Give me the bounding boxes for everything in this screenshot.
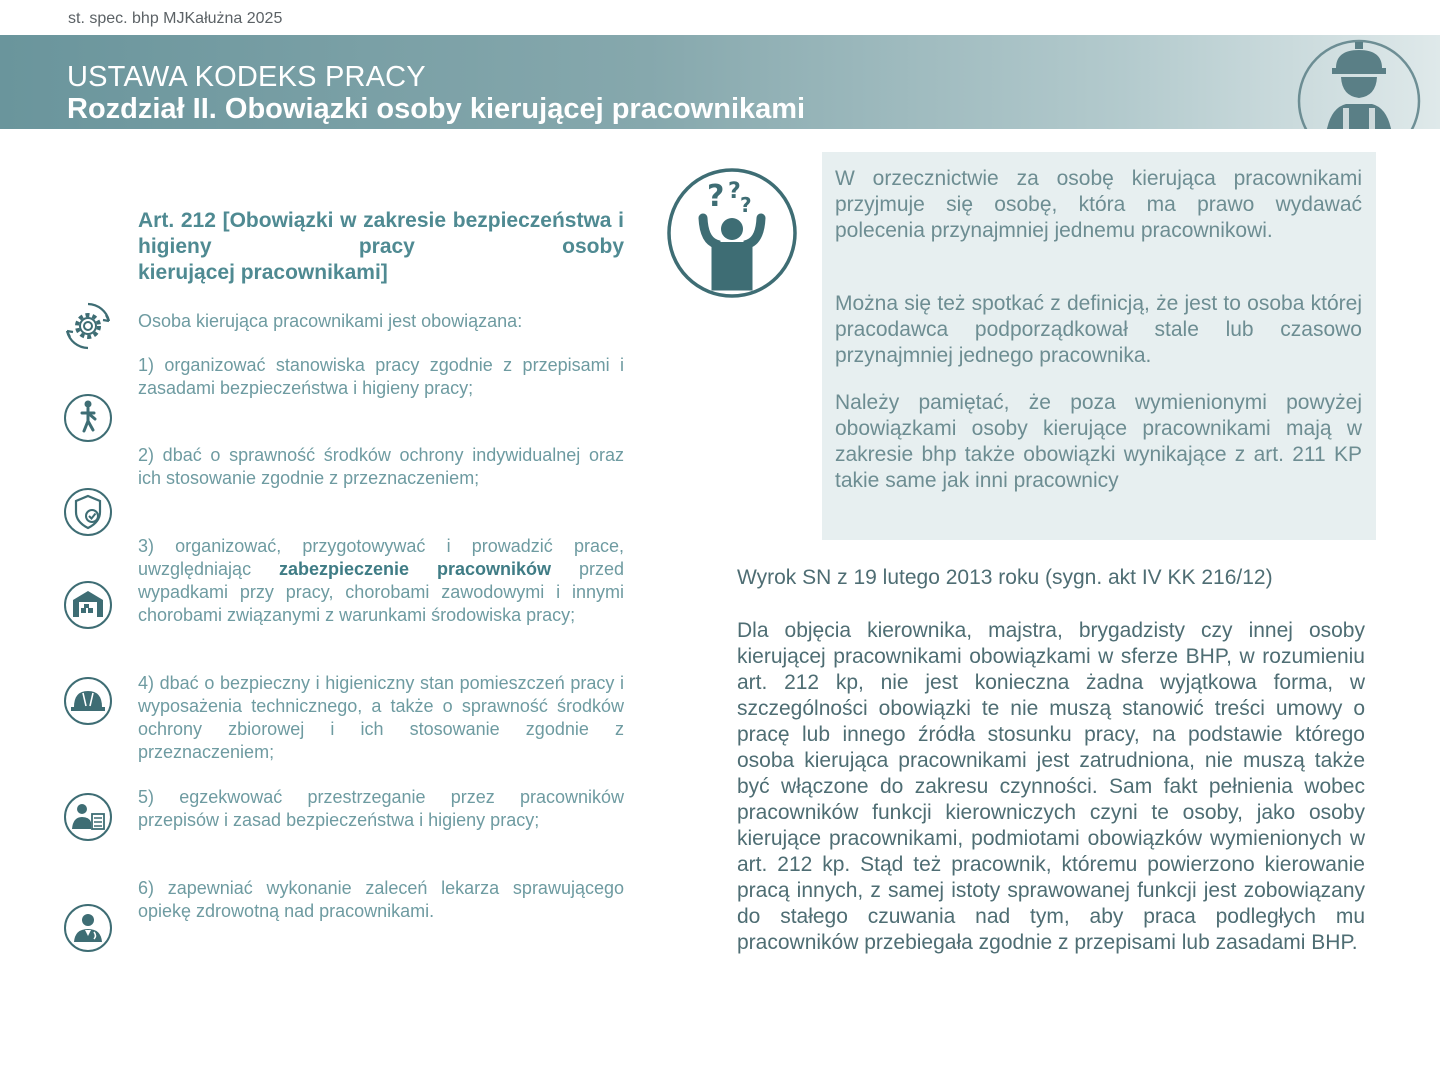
doctor-icon [63,903,113,953]
shield-check-icon [63,487,113,537]
chapter-subtitle: Rozdział II. Obowiązki osoby kierującej pracownikami [67,93,806,125]
article-heading-line1: Art. 212 [Obowiązki w zakresie bezpieczeństwa i higieny pracy osoby [138,209,624,258]
svg-text:?: ? [728,179,741,204]
article-item-1: 1) organizować stanowiska pracy zgodnie z przepisami i zasadami bezpieczeństwa i higieny pracy; [138,355,624,398]
article-item-3 [138,535,624,627]
definition-paragraph-2: Można się też spotkać z definicją, że jest to osoba której pracodawca podporządkował stale lub czasowo przynajmniej jednego pracownika. [835,292,1362,367]
confused-person-icon [666,164,798,302]
svg-text:?: ? [740,193,752,217]
article-item-5: 5) egzekwować przestrzeganie przez pracowników przepisów i zasad bezpieczeństwa i higieny pracy; [138,787,624,830]
article-item-2: 2) dbać o sprawność środków ochrony indywidualnej oraz ich stosowanie zgodnie z przeznaczeniem; [138,445,624,488]
article-intro: Osoba kierująca pracownikami jest obowiązana: [138,311,523,331]
hard-hat-icon [63,676,113,726]
article-item-6: 6) zapewniać wykonanie zaleceń lekarza sprawującego opiekę zdrowotną nad pracownikami. [138,878,624,921]
article-item-3-end: przed wypadkami przy pracy, chorobami zawodowymi i innymi chorobami związanymi z warunkami środowiska pracy; [138,559,624,625]
verdict-body: Dla objęcia kierownika, majstra, brygadzisty czy innej osoby kierującej pracownikami obowiązkami w sferze BHP, w rozumieniu art. 212 kp, nie jest konieczna żadna wyjątkowa forma, w szczególności obowiązki te nie muszą stanowić treści umowy o pracę lub innego źródła stosunku pracy, na podstawie którego osoba kierująca pracownikami jest zatrudniona, nie muszą także być włączone do zakresu czynności. Sam fakt pełnienia wobec pracowników funkcji kierowniczych czyni te osoby, jako osoby kierujące pracownikami, podmiotami obowiązków wymienionych w art. 212 kp. Stąd też pracownik, któremu powierzono kierowanie pracą innych, z samej istoty sprawowanej funkcji jest zobowiązany do stałego czuwania nad tym, aby praca podległych mu pracowników przebiegała zgodnie z przepisami lub zasadami BHP. [737,619,1365,954]
definition-box [822,152,1376,540]
page-title: USTAWA KODEKS PRACY [67,61,426,93]
warehouse-icon [63,580,113,630]
article-item-3-emphasis: zabezpieczenie pracowników [279,559,552,579]
article-item-3-start: 3) organizować, przygotowywać i prowadzić prace, uwzględniając [138,536,624,579]
header-banner [0,35,1440,129]
worker-harness-icon [63,393,113,443]
construction-worker-icon [1296,38,1422,129]
cog-cycle-icon [63,301,113,351]
article-heading [138,208,624,286]
worker-checklist-icon [63,792,113,842]
definition-paragraph-1: W orzecznictwie za osobę kierująca pracownikami przyjmuje się osobę, która ma prawo wydawać polecenia przynajmniej jednemu pracownikowi. [835,167,1362,242]
article-item-4: 4) dbać o bezpieczny i higieniczny stan pomieszczeń pracy i wyposażenia technicznego, a także o sprawność środków ochrony zbiorowej i ich stosowanie zgodnie z przeznaczeniem; [138,673,624,762]
author-credit: st. spec. bhp MJKałużna 2025 [68,10,283,27]
svg-text:?: ? [707,179,725,214]
definition-paragraph-3: Należy pamiętać, że poza wymienionymi powyżej obowiązkami osoby kierujące pracownikami mają w zakresie bhp także obowiązki wynikające z art. 211 KP takie same jak inni pracownicy [835,391,1362,492]
article-heading-line2: kierującej pracownikami] [138,261,388,284]
verdict-title: Wyrok SN z 19 lutego 2013 roku (sygn. akt IV KK 216/12) [737,566,1273,589]
